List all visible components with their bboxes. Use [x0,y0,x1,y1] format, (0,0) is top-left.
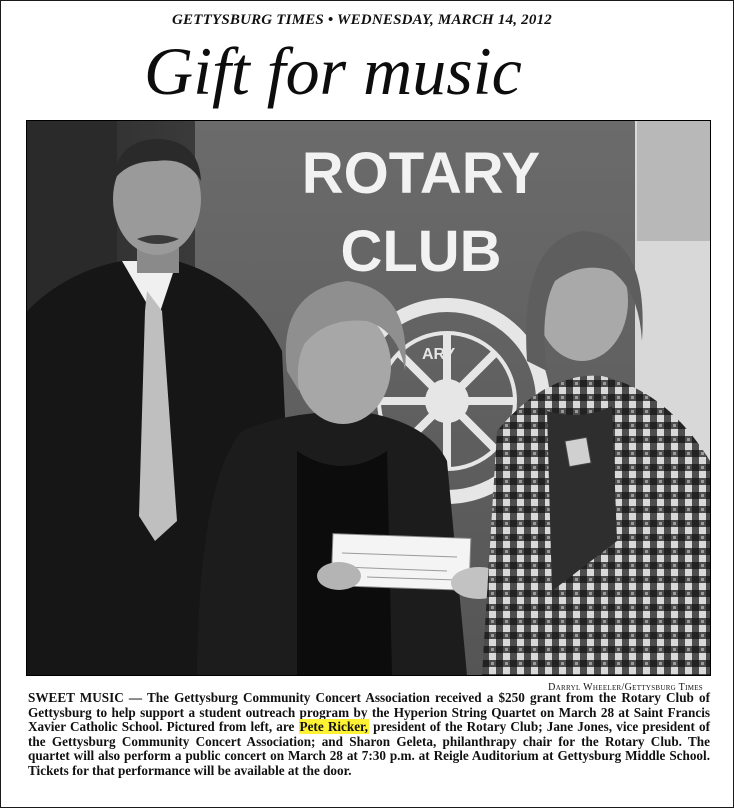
caption-text-start: SWEET MUSIC — The Gettysburg Community Concert Association received a $250 grant from the Rotary Club of Gettysburg to help support a student outreach program by the Hyperion String Quartet on March 28 at Saint Francis Xavier Catholic School. Pictured from left, are [28,690,710,735]
photo-illustration [27,121,710,675]
banner-line1: ROTARY [301,141,541,206]
photo-credit: Darryl Wheeler/Gettysburg Times [548,682,703,693]
emblem-text: ARY [422,346,456,363]
headline: Gift for music [144,33,522,109]
banner-line2: CLUB [340,219,502,284]
news-photo [26,120,711,676]
dateline: GETTYSBURG TIMES • WEDNESDAY, MARCH 14, 2012 [172,12,552,28]
photo-caption [28,691,710,779]
caption-text-end: president of the Rotary Club; Jane Jones, vice president of the Gettysburg Community Concert Association; and Sharon Geleta, philanthrapy chair for the Rotary Club. The quartet will also perform a public concert on March 28 at 7:30 p.m. at Reigle Auditorium at Gettysburg Middle School. Tickets for that performance will be available at the door. [28,719,710,778]
caption-highlight: Pete Ricker, [299,719,368,735]
